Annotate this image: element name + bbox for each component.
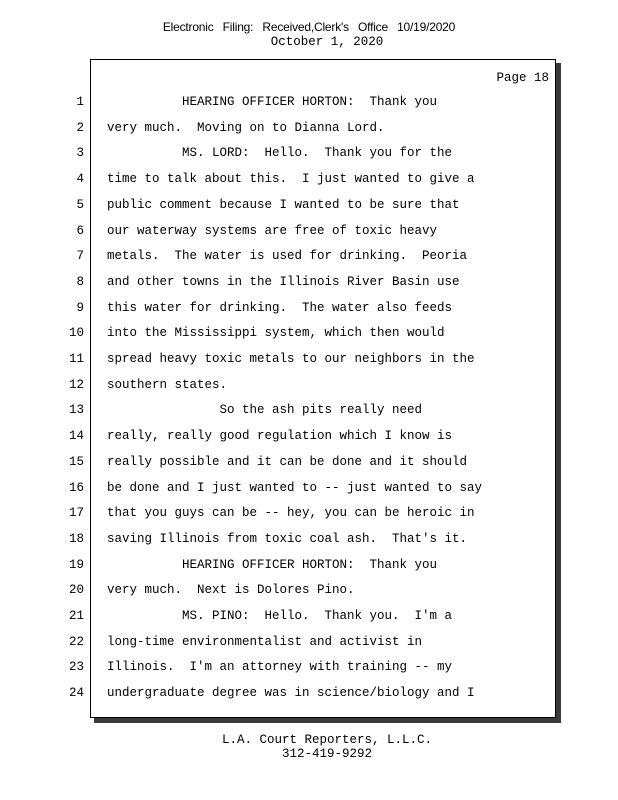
page-number: Page 18 [496, 71, 549, 85]
transcript-line: very much. Next is Dolores Pino. [107, 583, 355, 598]
line-number: 11 [68, 352, 84, 366]
line-number: 4 [76, 172, 84, 187]
electronic-filing-stamp: Electronic Filing: Received,Clerk's Office 10/19/2020 [162, 20, 456, 34]
transcript-line: MS. PINO: Hello. Thank you. I'm a [107, 609, 453, 623]
line-number: 14 [68, 429, 84, 444]
line-number: 3 [76, 146, 84, 161]
line-number: 15 [68, 454, 84, 469]
line-number: 16 [68, 480, 84, 495]
line-number: 18 [68, 531, 84, 546]
line-number: 23 [68, 660, 84, 675]
transcript-line: spread heavy toxic metals to our neighbors in the [107, 352, 475, 366]
transcript-line: HEARING OFFICER HORTON: Thank you [107, 557, 438, 572]
transcript-date: October 1, 2020 [270, 35, 384, 49]
line-number: 1 [76, 95, 84, 109]
line-number: 6 [76, 223, 84, 238]
line-number: 13 [68, 403, 84, 418]
line-number: 21 [68, 609, 84, 623]
line-number: 2 [76, 120, 84, 135]
transcript-line: very much. Moving on to Dianna Lord. [107, 120, 385, 135]
line-number: 10 [68, 326, 84, 341]
line-number: 9 [76, 300, 84, 315]
line-number: 24 [68, 686, 84, 701]
court-reporter-phone: 312-419-9292 [281, 747, 372, 761]
transcript-line: this water for drinking. The water also feeds [107, 300, 453, 315]
transcript-line: saving Illinois from toxic coal ash. That's it. [107, 531, 468, 546]
line-number: 17 [68, 506, 84, 521]
court-reporter-name: L.A. Court Reporters, L.L.C. [221, 733, 433, 747]
line-number: 19 [68, 557, 84, 572]
transcript-line: into the Mississippi system, which then would [107, 326, 445, 341]
transcript-line: HEARING OFFICER HORTON: Thank you [107, 95, 438, 109]
transcript-line: really possible and it can be done and it should [107, 454, 468, 469]
transcript-line: time to talk about this. I just wanted to give a [107, 172, 475, 187]
line-number: 7 [76, 249, 84, 264]
transcript-line: undergraduate degree was in science/biology and I [107, 686, 475, 701]
transcript-line: long-time environmentalist and activist in [107, 634, 423, 649]
transcript-line: Illinois. I'm an attorney with training -- my [107, 660, 453, 675]
transcript-line: and other towns in the Illinois River Basin use [107, 274, 460, 289]
line-number: 12 [68, 377, 84, 392]
transcript-line: metals. The water is used for drinking. Peoria [107, 249, 468, 264]
transcript-line: So the ash pits really need [107, 403, 423, 418]
line-number: 20 [68, 583, 84, 598]
transcript-line: that you guys can be -- hey, you can be heroic in [107, 506, 475, 521]
transcript-line: our waterway systems are free of toxic heavy [107, 223, 438, 238]
transcript-line: be done and I just wanted to -- just wanted to say [107, 480, 483, 495]
line-number: 22 [68, 634, 84, 649]
transcript-line: southern states. [107, 377, 228, 392]
line-number: 5 [76, 197, 84, 212]
transcript-line: MS. LORD: Hello. Thank you for the [107, 146, 453, 161]
line-number: 8 [76, 274, 84, 289]
transcript-line: really, really good regulation which I know is [107, 429, 453, 444]
transcript-line: public comment because I wanted to be sure that [107, 197, 460, 212]
